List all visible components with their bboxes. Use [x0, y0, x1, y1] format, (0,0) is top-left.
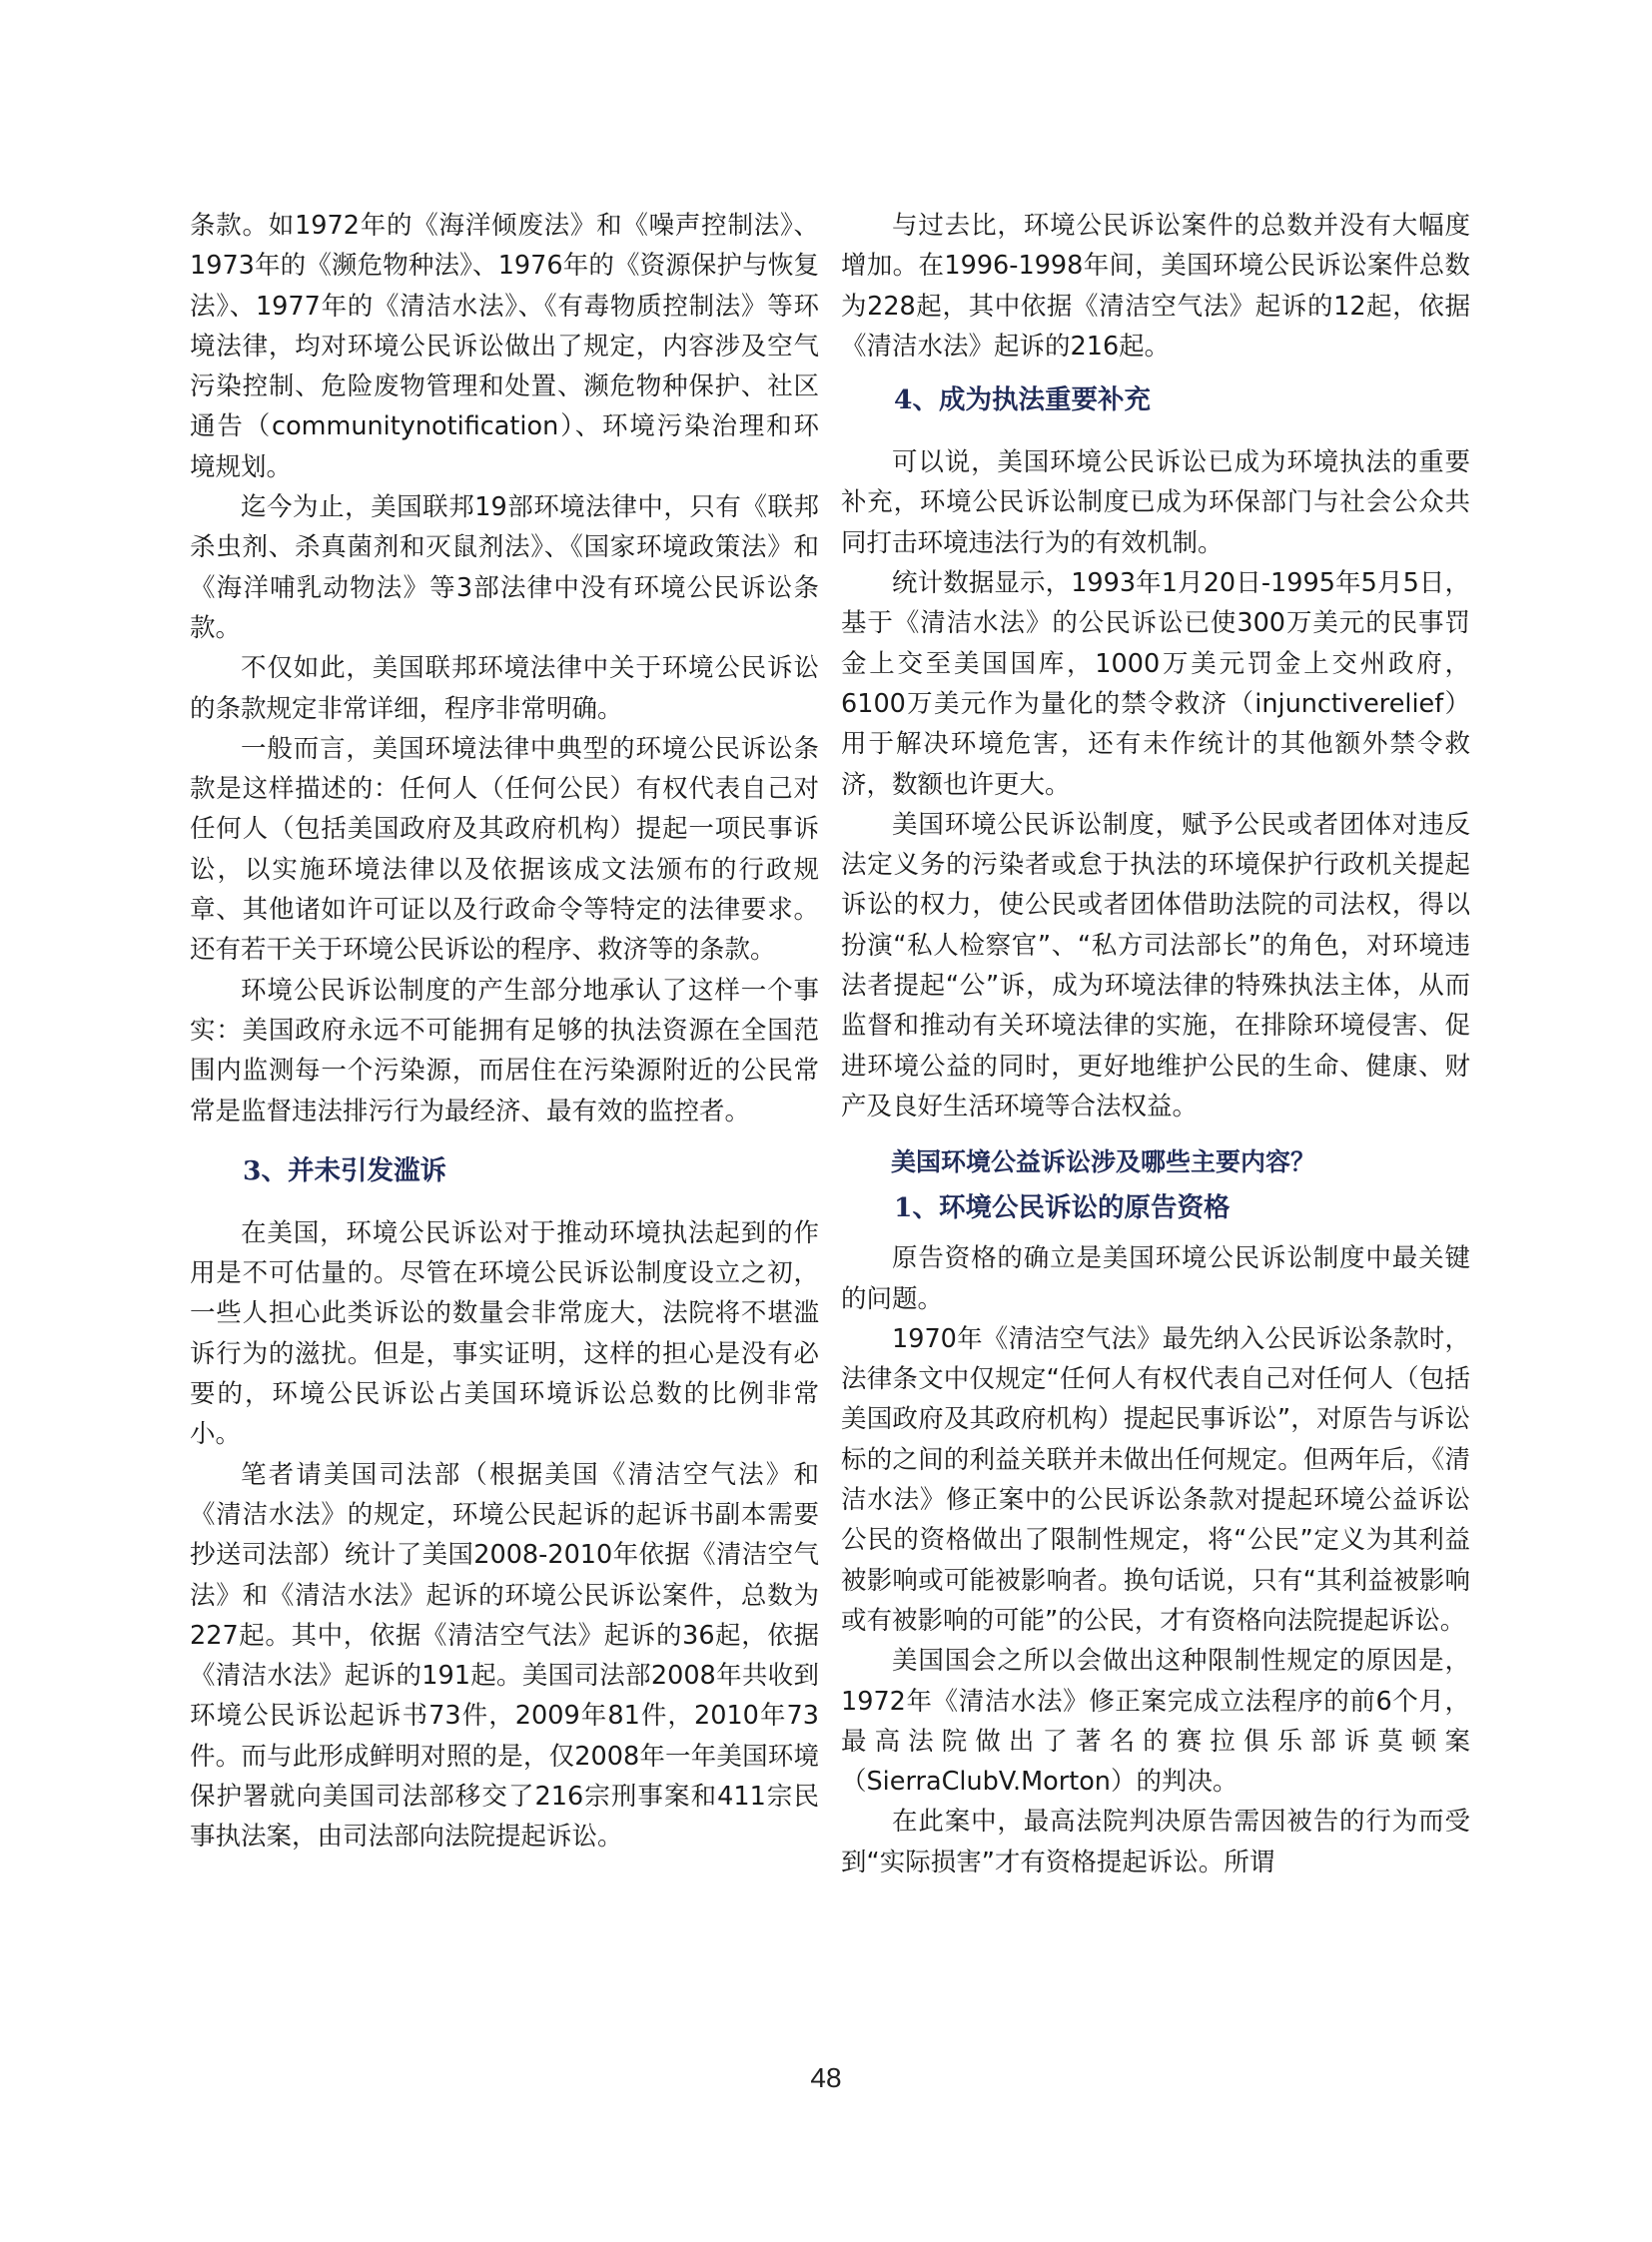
paragraph: 迄今为止，美国联邦19部环境法律中，只有《联邦杀虫剂、杀真菌剂和灭鼠剂法》、《国家环境政策法》和《海洋哺乳动物法》等3部法律中没有环境公民诉讼条款。: [190, 492, 819, 643]
paragraph: 可以说，美国环境公民诉讼已成为环境执法的重要补充，环境公民诉讼制度已成为环保部门与社会公众共同打击环境违法行为的有效机制。: [841, 447, 1470, 558]
paragraph: 在此案中，最高法院判决原告需因被告的行为而受到“实际损害”才有资格提起诉讼。所谓: [841, 1807, 1470, 1877]
paragraph: 不仅如此，美国联邦环境法律中关于环境公民诉讼的条款规定非常详细，程序非常明确。: [190, 653, 819, 724]
paragraph: 笔者请美国司法部（根据美国《清洁空气法》和《清洁水法》的规定，环境公民起诉的起诉书副本需要抄送司法部）统计了美国2008-2010年依据《清洁空气法》和《清洁水法》起诉的环境公民诉讼案件，总数为227起。其中，依据《清洁空气法》起诉的36起，依据《清洁水法》起诉的191起。美国司法部2008年共收到环境公民诉讼起诉书73件，2009年81件，2010年73件。而与此形成鲜明对照的是，仅2008年一年美国环境保护署就向美国司法部移交了216宗刑事案和411宗民事执法案，由司法部向法院提起诉讼。: [190, 1459, 819, 1853]
paragraph: 条款。如1972年的《海洋倾废法》和《噪声控制法》、1973年的《濒危物种法》、1976年的《资源保护与恢复法》、1977年的《清洁水法》、《有毒物质控制法》等环境法律，均对环境公民诉讼做出了规定，内容涉及空气污染控制、危险废物管理和处置、濒危物种保护、社区通告（communitynotification）、环境污染治理和环境规划。: [190, 211, 819, 482]
subsection-heading: 4、成为执法重要补充: [894, 384, 1151, 416]
page-number: 48: [810, 2062, 842, 2093]
paragraph: 统计数据显示，1993年1月20日-1995年5月5日，基于《清洁水法》的公民诉讼已使300万美元的民事罚金上交至美国国库，1000万美元罚金上交州政府，6100万美元作为量化的禁令救济（injunctiverelief）用于解决环境危害，还有未作统计的其他额外禁令救济，数额也许更大。: [841, 568, 1470, 800]
left-column: [190, 206, 819, 1858]
paragraph: 在美国，环境公民诉讼对于推动环境执法起到的作用是不可估量的。尽管在环境公民诉讼制度设立之初，一些人担心此类诉讼的数量会非常庞大，法院将不堪滥诉行为的滋扰。但是，事实证明，这样的担心是没有必要的，环境公民诉讼占美国环境诉讼总数的比例非常小。: [190, 1217, 819, 1450]
paragraph: 一般而言，美国环境法律中典型的环境公民诉讼条款是这样描述的：任何人（任何公民）有权代表自己对任何人（包括美国政府及其政府机构）提起一项民事诉讼，以实施环境法律以及依据该成文法颁布的行政规章、其他诸如许可证以及行政命令等特定的法律要求。还有若干关于环境公民诉讼的程序、救济等的条款。: [190, 733, 819, 966]
section-title: 美国环境公益诉讼涉及哪些主要内容？: [891, 1147, 1316, 1177]
paragraph: 美国国会之所以会做出这种限制性规定的原因是，1972年《清洁水法》修正案完成立法程序的前6个月，最高法院做出了著名的赛拉俱乐部诉莫顿案（SierraClubV.Morton）的判决。: [841, 1646, 1470, 1798]
paragraph: 美国环境公民诉讼制度，赋予公民或者团体对违反法定义务的污染者或怠于执法的环境保护行政机关提起诉讼的权力，使公民或者团体借助法院的司法权，得以扮演“私人检察官”、“私方司法部长”的角色，对环境违法者提起“公”诉，成为环境法律的特殊执法主体，从而监督和推动有关环境法律的实施，在排除环境侵害、促进环境公益的同时，更好地维护公民的生命、健康、财产及良好生活环境等合法权益。: [841, 809, 1470, 1121]
paragraph: 与过去比，环境公民诉讼案件的总数并没有大幅度增加。在1996-1998年间，美国环境公民诉讼案件总数为228起，其中依据《清洁空气法》起诉的12起，依据《清洁水法》起诉的216起。: [841, 211, 1470, 362]
subsection-heading: 1、环境公民诉讼的原告资格: [894, 1192, 1231, 1224]
right-column: [841, 206, 1470, 1882]
subsection-heading: 3、并未引发滥诉: [243, 1154, 446, 1186]
paragraph: 环境公民诉讼制度的产生部分地承认了这样一个事实：美国政府永远不可能拥有足够的执法资源在全国范围内监测每一个污染源，而居住在污染源附近的公民常常是监督违法排污行为最经济、最有效的监控者。: [190, 975, 819, 1126]
paragraph: 原告资格的确立是美国环境公民诉讼制度中最关键的问题。: [841, 1243, 1470, 1314]
paragraph: 1970年《清洁空气法》最先纳入公民诉讼条款时，法律条文中仅规定“任何人有权代表自己对任何人（包括美国政府及其政府机构）提起民事诉讼”，对原告与诉讼标的之间的利益关联并未做出任何规定。但两年后，《清洁水法》修正案中的公民诉讼条款对提起环境公益诉讼公民的资格做出了限制性规定，将“公民”定义为其利益被影响或可能被影响者。换句话说，只有“其利益被影响或有被影响的可能”的公民，才有资格向法院提起诉讼。: [841, 1323, 1470, 1636]
